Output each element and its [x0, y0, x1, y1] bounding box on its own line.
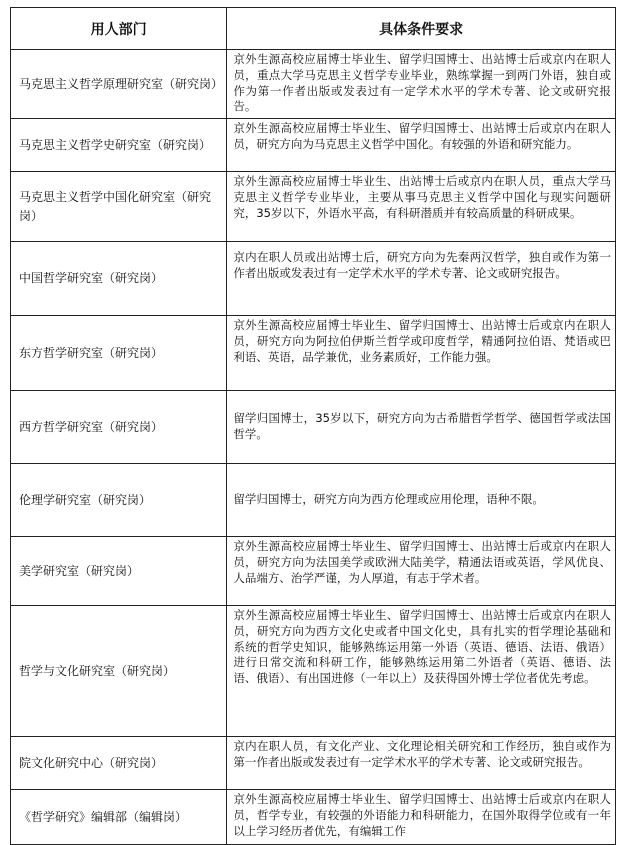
table-row	[11, 606, 616, 737]
requirements-cell: 京外生源高校应届博士毕业生、留学归国博士、出站博士后或京内在职人员，研究方向为马克思主义哲学中国化。有较强的外语和研究能力。	[227, 119, 616, 172]
department-cell: 院文化研究中心（研究岗）	[11, 737, 227, 790]
requirements-cell: 京内在职人员，有文化产业、文化理论相关研究和工作经历，独自或作为第一作者出版或发表过有一定学术水平的学术专著、论文或研究报告。	[227, 737, 616, 790]
department-cell: 哲学与文化研究室（研究岗）	[11, 606, 227, 737]
department-cell: 《哲学研究》编辑部（编辑岗）	[11, 790, 227, 845]
department-cell: 美学研究室（研究岗）	[11, 537, 227, 606]
table-row	[11, 242, 616, 316]
requirements-cell: 京内在职人员或出站博士后，研究方向为先秦两汉哲学，独自或作为第一作者出版或发表过有一定学术水平的学术专著、论文或研究报告。	[227, 242, 616, 316]
table-row	[11, 464, 616, 537]
requirements-cell: 京外生源高校应届博士毕业生、出站博士后或京内在职人员，重点大学马克思主义哲学专业毕业，主要从事马克思主义哲学中国化与现实问题研究，35岁以下，外语水平高，有科研潜质并有较高质量的科研成果。	[227, 172, 616, 242]
department-cell: 马克思主义哲学中国化研究室（研究岗）	[11, 172, 227, 242]
header-department: 用人部门	[11, 8, 227, 50]
department-cell: 马克思主义哲学原理研究室（研究岗）	[11, 50, 227, 119]
recruitment-table	[10, 7, 616, 845]
department-cell: 东方哲学研究室（研究岗）	[11, 316, 227, 391]
table-header-row	[11, 8, 616, 50]
table-row	[11, 172, 616, 242]
table-row	[11, 737, 616, 790]
requirements-cell: 京外生源高校应届博士毕业生、留学归国博士、出站博士后或京内在职人员，哲学专业，有较强的外语能力和科研能力，在国外取得学位或有一年以上学习经历者优先，有编辑工作	[227, 790, 616, 845]
department-cell: 马克思主义哲学史研究室（研究岗）	[11, 119, 227, 172]
table-row	[11, 391, 616, 464]
requirements-cell: 京外生源高校应届博士毕业生、留学归国博士、出站博士后或京内在职人员，研究方向为阿拉伯伊斯兰哲学或印度哲学，精通阿拉伯语、梵语或巴利语、英语，品学兼优，业务素质好，工作能力强。	[227, 316, 616, 391]
requirements-cell: 京外生源高校应届博士毕业生、留学归国博士、出站博士后或京内在职人员，研究方向为西方文化史或者中国文化史，具有扎实的哲学理论基础和系统的哲学史知识，能够熟练运用第一外语（英语、德语、法语、俄语）进行日常交流和科研工作，能够熟练运用第二外语者（英语、德语、法语、俄语）、有出国进修（一年以上）及获得国外博士学位者优先考虑。	[227, 606, 616, 737]
table-row	[11, 537, 616, 606]
table-row	[11, 790, 616, 845]
requirements-cell: 京外生源高校应届博士毕业生、留学归国博士、出站博士后或京内在职人员，研究方向为法国美学或欧洲大陆美学，精通法语或英语，学风优良、人品端方、治学严谨，为人厚道，有志于学术者。	[227, 537, 616, 606]
requirements-cell: 留学归国博士，35岁以下，研究方向为古希腊哲学哲学、德国哲学或法国哲学。	[227, 391, 616, 464]
department-cell: 中国哲学研究室（研究岗）	[11, 242, 227, 316]
header-requirements: 具体条件要求	[227, 8, 616, 50]
requirements-cell: 京外生源高校应届博士毕业生、留学归国博士、出站博士后或京内在职人员，重点大学马克思主义哲学专业毕业，熟练掌握一到两门外语，独自或作为第一作者出版或发表过有一定学术水平的学术专著、论文或研究报告。	[227, 50, 616, 119]
table-row	[11, 50, 616, 119]
table-row	[11, 316, 616, 391]
department-cell: 西方哲学研究室（研究岗）	[11, 391, 227, 464]
department-cell: 伦理学研究室（研究岗）	[11, 464, 227, 537]
table-row	[11, 119, 616, 172]
requirements-cell: 留学归国博士，研究方向为西方伦理或应用伦理，语种不限。	[227, 464, 616, 537]
